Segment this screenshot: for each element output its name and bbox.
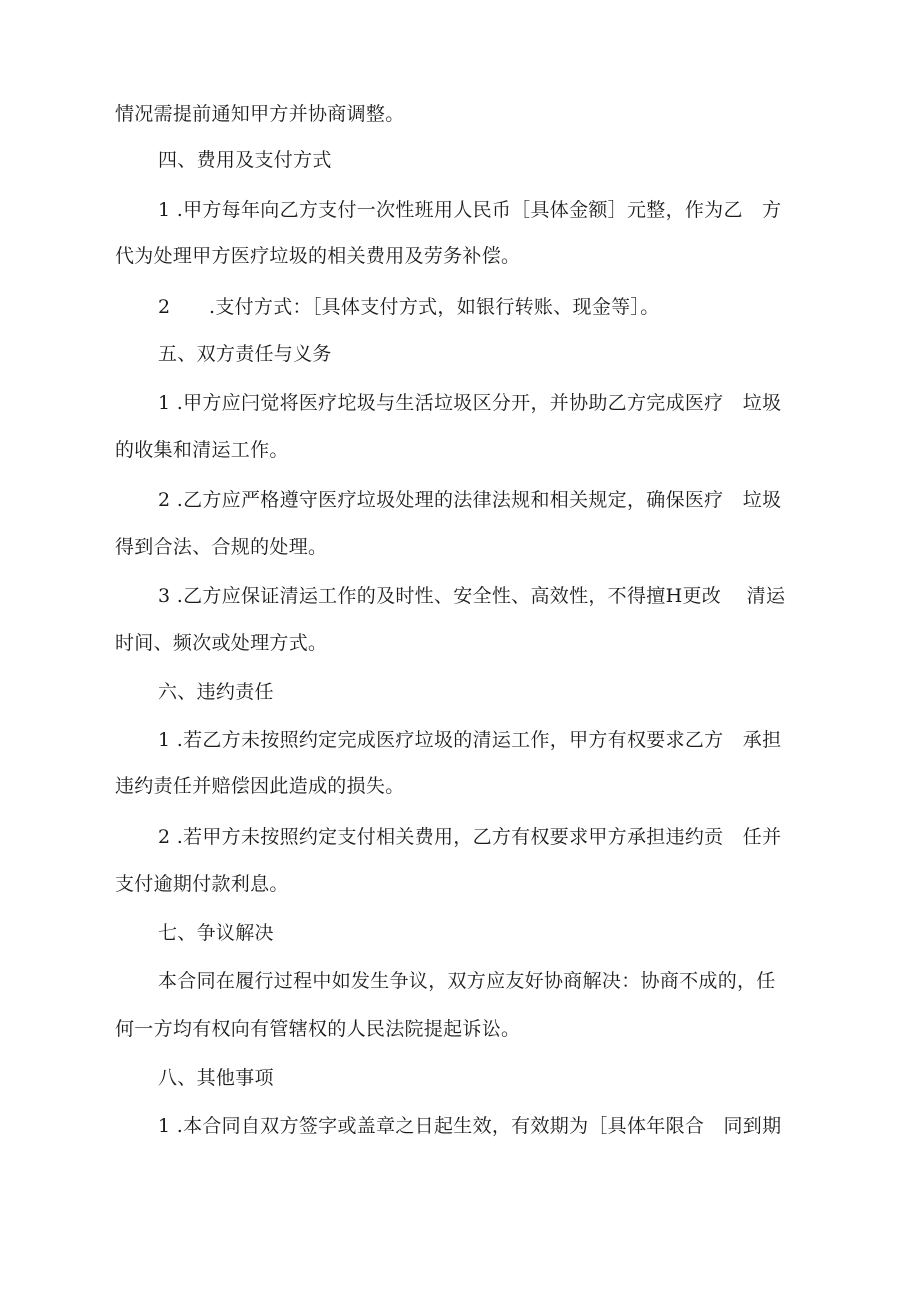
section-heading-responsibilities: 五、双方责任与义务 <box>158 343 332 365</box>
section-heading-breach: 六、违约责任 <box>158 681 274 703</box>
text-line-continuation: 情况需提前通知甲方并协商调整。 <box>115 103 405 125</box>
section-heading-other: 八、其他事项 <box>158 1067 274 1089</box>
clause-5-2-line-1: 2 .乙方应严格遵守医疗垃圾处理的法律法规和相关规定，确保医疗 垃圾 <box>158 489 782 511</box>
clause-5-2-line-2: 得到合法、合规的处理。 <box>115 536 328 558</box>
clause-5-1-line-2: 的收集和清运工作。 <box>115 439 289 461</box>
clause-4-1-line-2: 代为处理甲方医疗垃圾的相关费用及劳务补偿。 <box>115 245 521 267</box>
clause-5-3-line-2: 时间、频次或处理方式。 <box>115 632 328 654</box>
clause-4-2: 2 .支付方式：［具体支付方式，如银行转账、现金等］。 <box>158 296 660 318</box>
clause-8-1-line-1: 1 .本合同自双方签字或盖章之日起生效，有效期为［具体年限合 同到期 <box>158 1115 782 1137</box>
clause-6-2-line-1: 2 .若甲方未按照约定支付相关费用，乙方有权要求甲方承担违约贡 任并 <box>158 826 782 848</box>
dispute-clause-line-2: 何一方均有权向有管辖权的人民法院提起诉讼。 <box>115 1018 521 1040</box>
clause-6-1-line-2: 违约责任并赔偿因此造成的损失。 <box>115 775 405 797</box>
section-heading-disputes: 七、争议解决 <box>158 922 274 944</box>
clause-6-2-line-2: 支付逾期付款利息。 <box>115 873 289 895</box>
dispute-clause-line-1: 本合同在履行过程中如发生争议，双方应友好协商解决：协商不成的，任 <box>158 970 776 992</box>
clause-6-1-line-1: 1 .若乙方未按照约定完成医疗垃圾的清运工作，甲方有权要求乙方 承担 <box>158 729 782 751</box>
section-heading-fees: 四、费用及支付方式 <box>158 149 332 171</box>
clause-5-1-line-1: 1 .甲方应闩觉将医疗坨圾与生活垃圾区分开，并协助乙方完成医疗 垃圾 <box>158 392 782 414</box>
clause-4-1-line-1: 1 .甲方每年向乙方支付一次性班用人民币［具体金额］元整，作为乙 方 <box>158 199 782 221</box>
clause-5-3-line-1: 3 .乙方应保证清运工作的及时性、安全性、高效性，不得擅H更改 清运 <box>158 585 786 607</box>
